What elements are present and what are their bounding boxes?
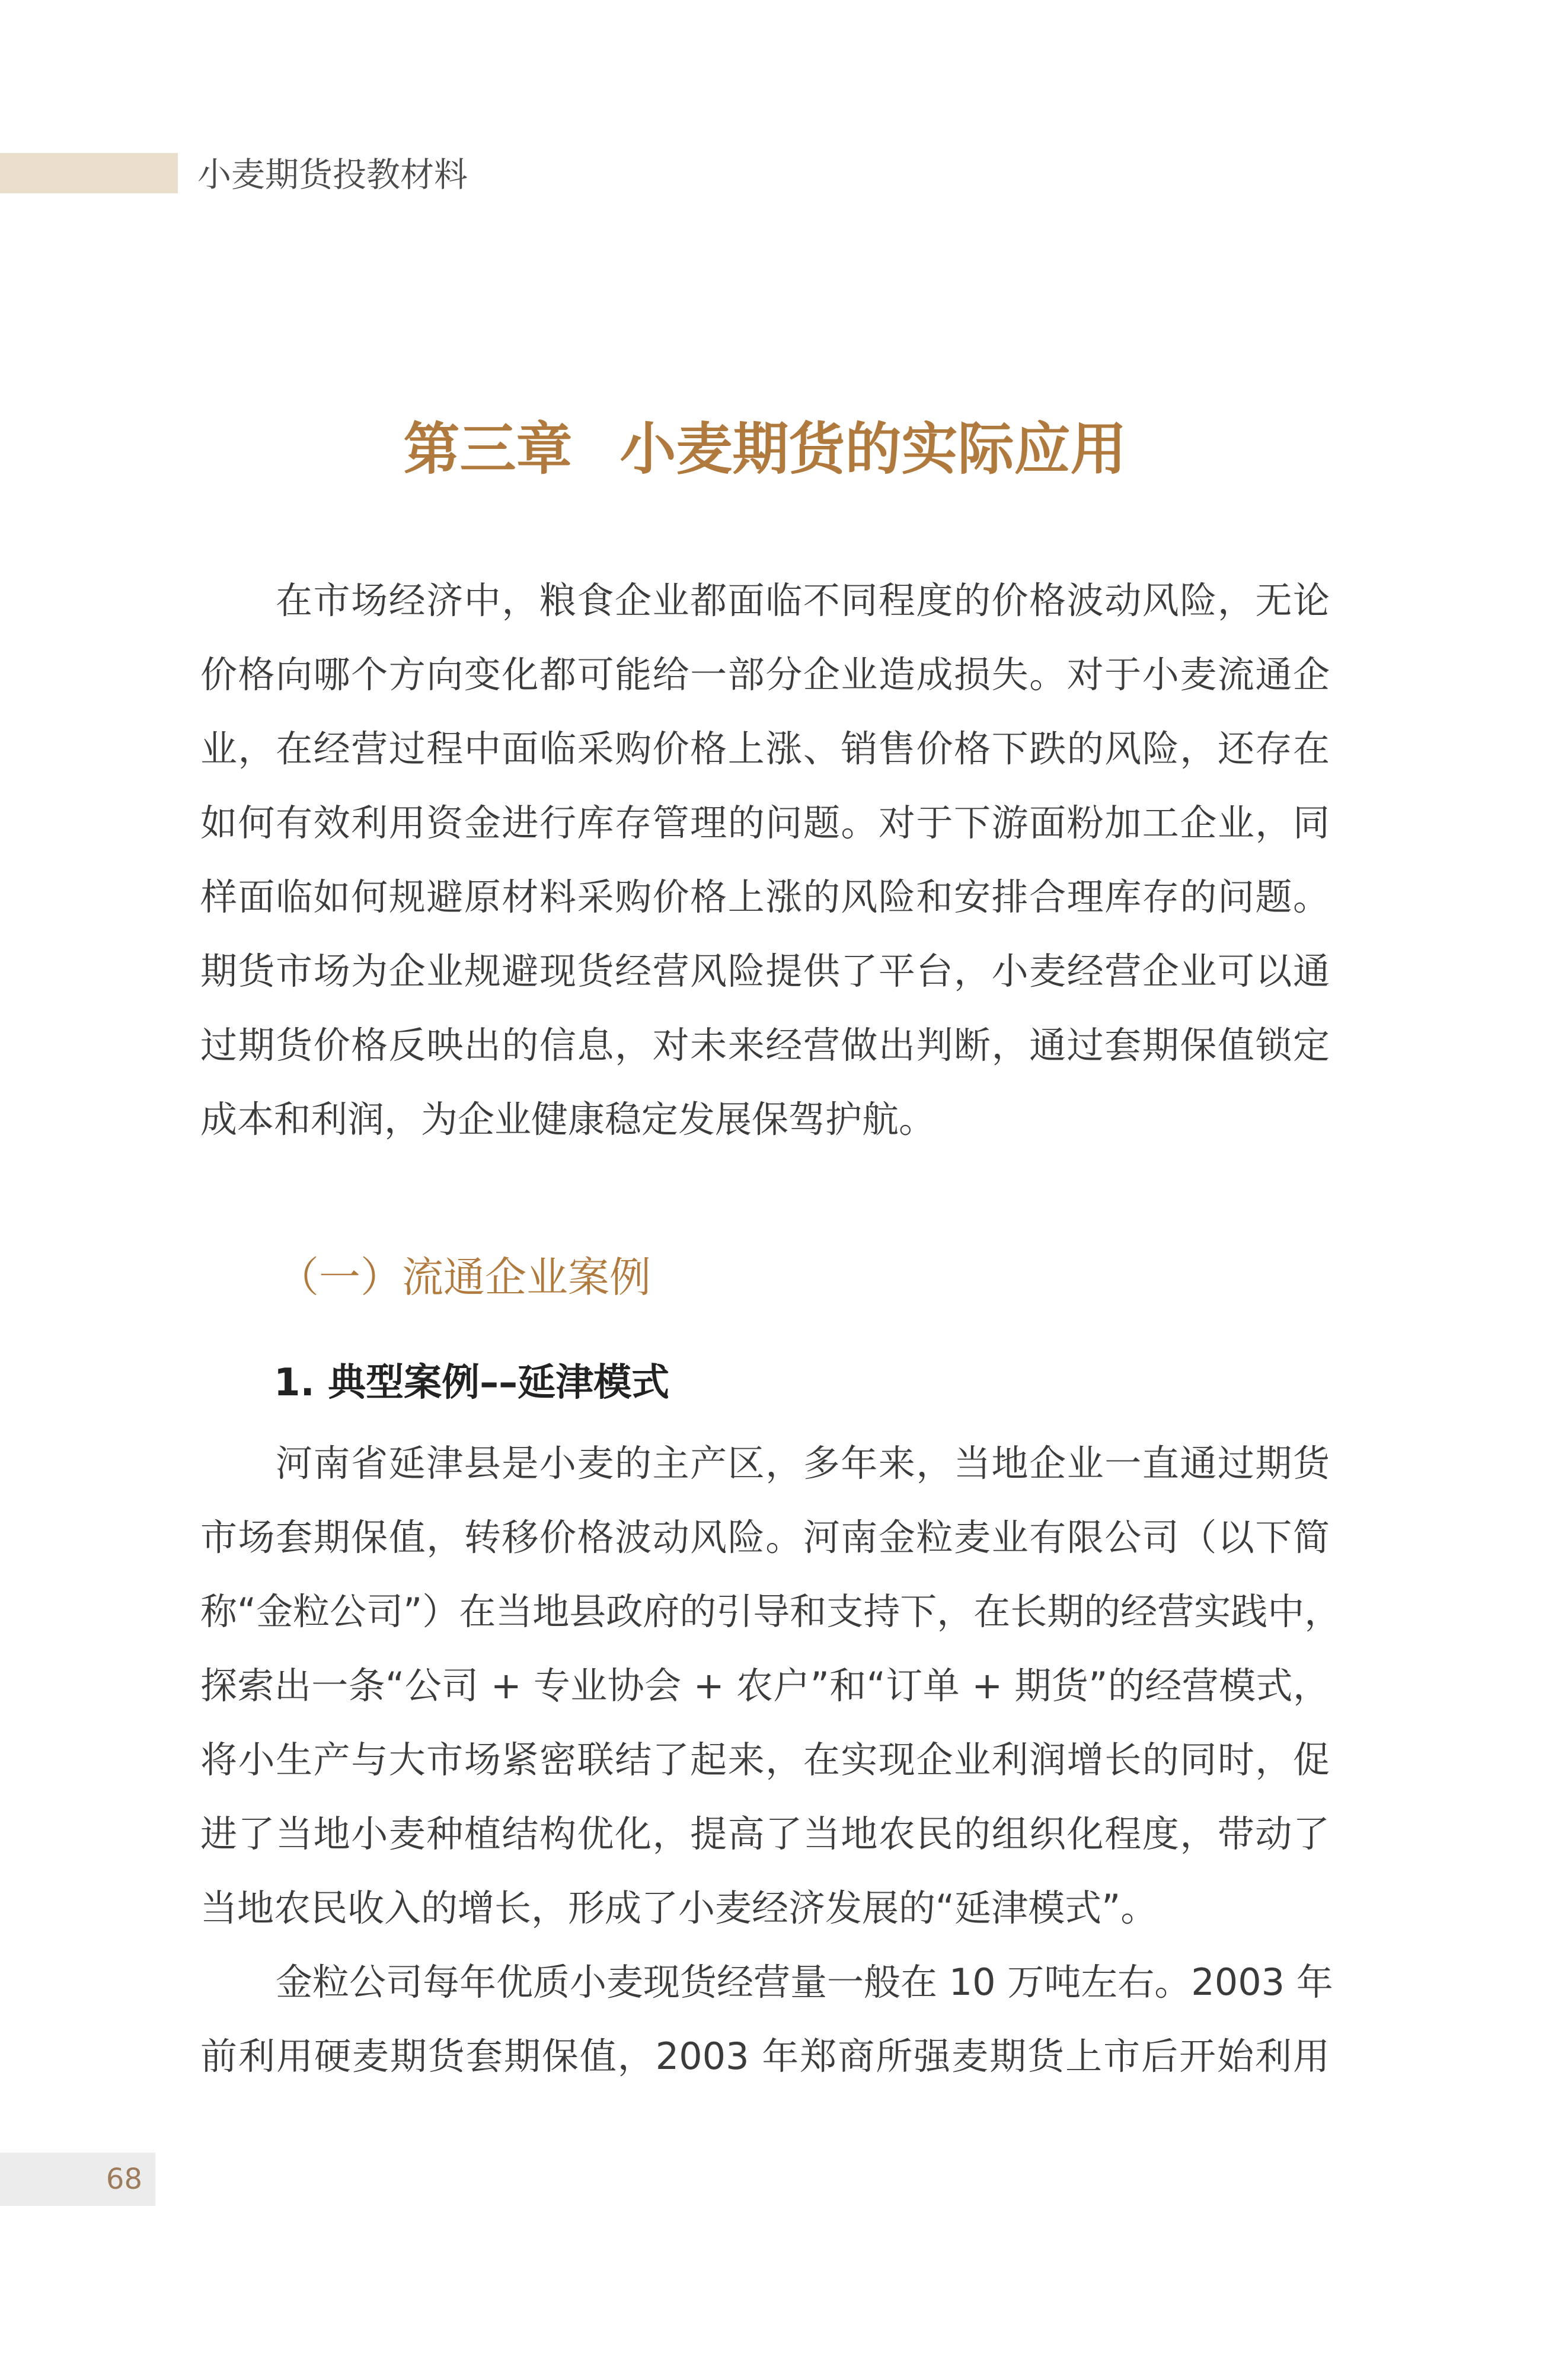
text-line: 过期货价格反映出的信息，对未来经营做出判断，通过套期保值锁定	[200, 1024, 1330, 1067]
text-line: 市场套期保值，转移价格波动风险。河南金粒麦业有限公司（以下简	[200, 1516, 1330, 1559]
page-number: 68	[106, 2163, 142, 2196]
text-line: 业，在经营过程中面临采购价格上涨、销售价格下跌的风险，还存在	[200, 727, 1330, 770]
text-line: 探索出一条“公司 + 专业协会 + 农户”和“订单 + 期货”的经营模式，	[200, 1664, 1330, 1707]
text-line: 进了当地小麦种植结构优化，提高了当地农民的组织化程度，带动了	[200, 1812, 1330, 1855]
subsection-heading: 1. 典型案例––延津模式	[274, 1361, 670, 1405]
text-line: 在市场经济中，粮食企业都面临不同程度的价格波动风险，无论	[276, 579, 1330, 622]
text-line: 称“金粒公司”）在当地县政府的引导和支持下，在长期的经营实践中，	[200, 1590, 1342, 1633]
intro-paragraph	[200, 563, 1330, 1156]
text-line: 当地农民收入的增长，形成了小麦经济发展的“延津模式”。	[200, 1886, 1158, 1930]
text-line: 期货市场为企业规避现货经营风险提供了平台，小麦经营企业可以通	[200, 949, 1330, 993]
text-line: 金粒公司每年优质小麦现货经营量一般在 10 万吨左右。2003 年	[276, 1960, 1333, 2004]
section-heading: （一）流通企业案例	[277, 1253, 651, 1302]
text-line: 如何有效利用资金进行库存管理的问题。对于下游面粉加工企业，同	[200, 801, 1330, 844]
body-text	[200, 1426, 1342, 2093]
text-line: 河南省延津县是小麦的主产区，多年来，当地企业一直通过期货	[276, 1442, 1330, 1485]
body-paragraph	[200, 1426, 1342, 1945]
text-line: 价格向哪个方向变化都可能给一部分企业造成损失。对于小麦流通企	[200, 653, 1330, 696]
header-accent-bar	[0, 153, 178, 193]
body-paragraph	[200, 1945, 1333, 2093]
text-line: 样面临如何规避原材料采购价格上涨的风险和安排合理库存的问题。	[200, 875, 1330, 919]
chapter-number: 第三章	[403, 417, 573, 482]
text-line: 成本和利润，为企业健康稳定发展保驾护航。	[200, 1098, 936, 1141]
text-line: 将小生产与大市场紧密联结了起来，在实现企业利润增长的同时，促	[200, 1738, 1330, 1781]
running-header-title: 小麦期货投教材料	[197, 155, 468, 195]
text-line: 前利用硬麦期货套期保值，2003 年郑商所强麦期货上市后开始利用	[200, 2035, 1330, 2078]
chapter-name: 小麦期货的实际应用	[619, 417, 1127, 482]
chapter-title	[200, 415, 1330, 484]
